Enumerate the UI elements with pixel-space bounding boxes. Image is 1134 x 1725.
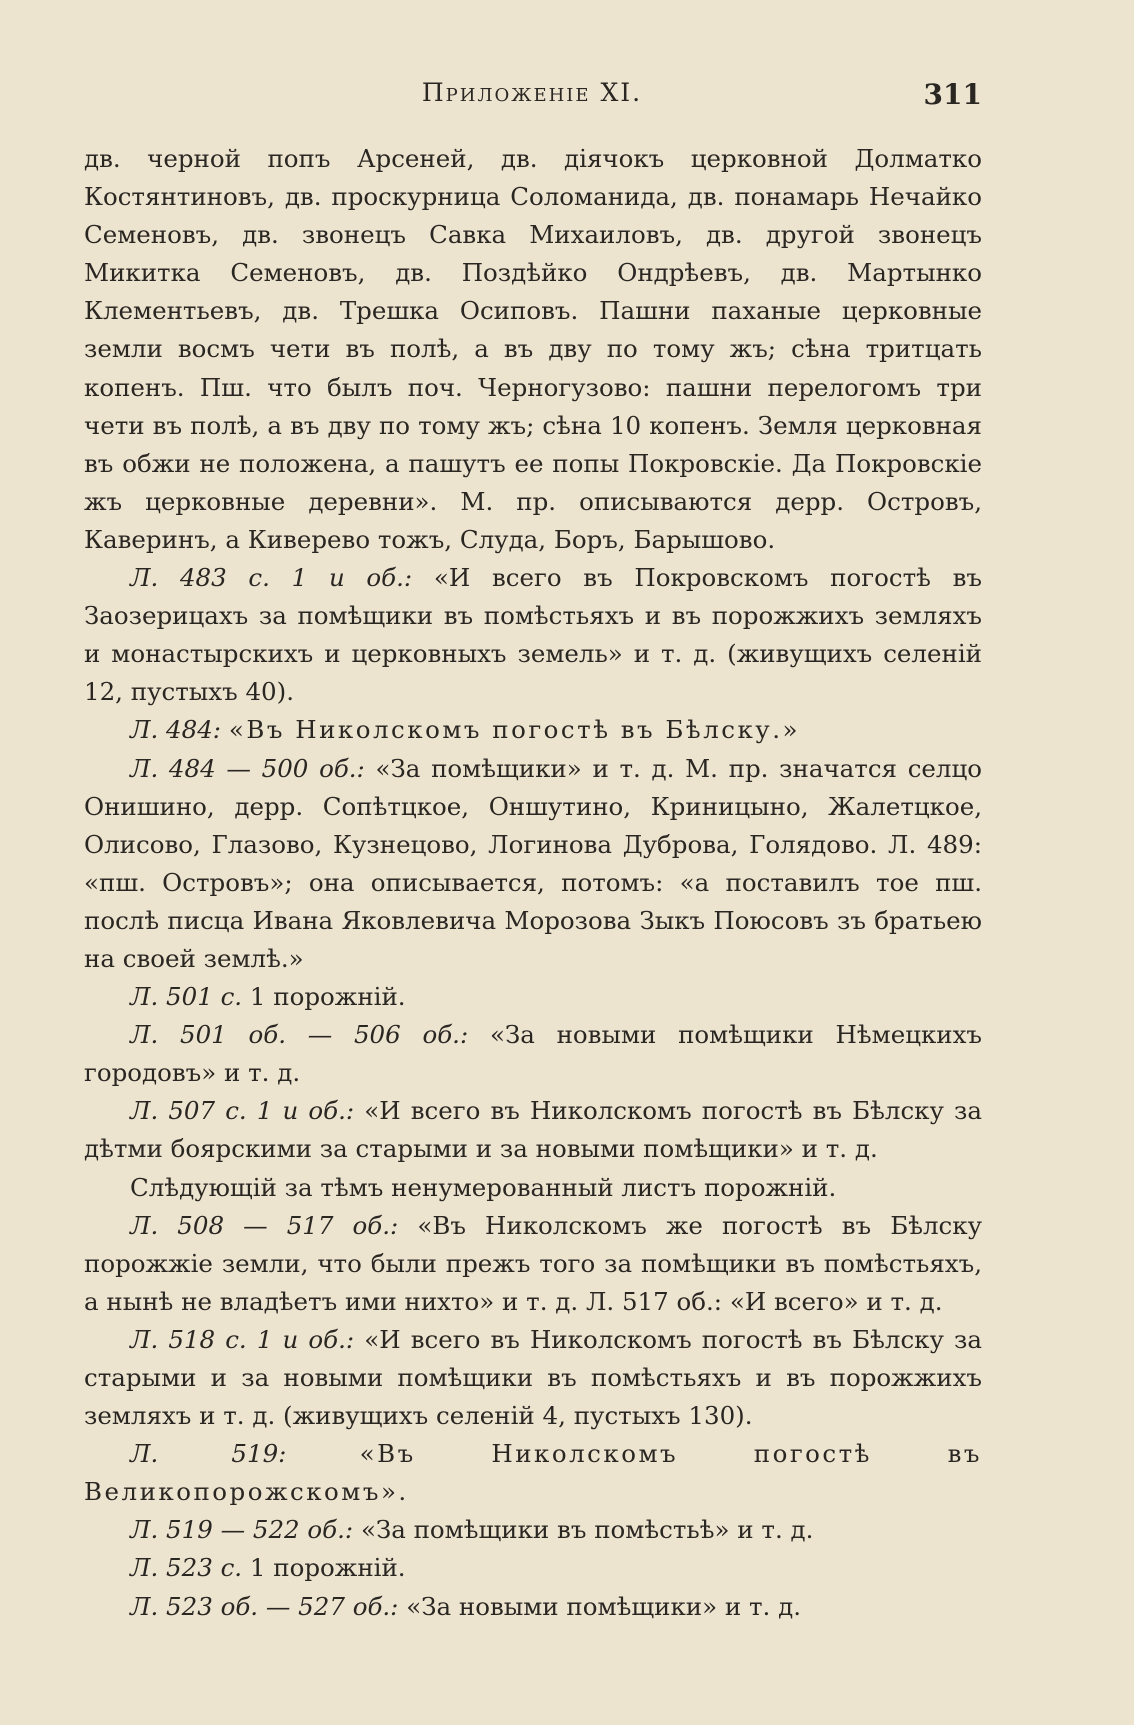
paragraph (84, 1549, 982, 1587)
paragraph-text: Слѣдующій за тѣмъ ненумерованный листъ порожній. (130, 1172, 837, 1202)
paragraph-text: «И всего въ Николскомъ погостѣ въ Бѣлску за старыми и за новыми помѣщики въ помѣстьяхъ и въ порожжихъ земляхъ и т. д. (живущихъ селеній 4, пустыхъ 130). (84, 1324, 982, 1431)
page-number: 311 (923, 78, 982, 111)
paragraph (84, 559, 982, 711)
folio-reference: Л. 519: (130, 1439, 287, 1469)
paragraph-text: «За новыми помѣщики» и т. д. (406, 1591, 801, 1621)
paragraph-text: «И всего въ Покровскомъ погостѣ въ Заозерицахъ за помѣщики въ помѣстьяхъ и въ порожжихъ земляхъ и монастырскихъ и церковныхъ земель» и т. д. (живущихъ селеній 12, пустыхъ 40). (84, 563, 982, 707)
folio-reference: Л. 508 — 517 об.: (130, 1210, 399, 1240)
paragraph (84, 750, 982, 979)
folio-reference: Л. 501 об. — 506 об.: (130, 1020, 469, 1050)
folio-reference: Л. 518 с. 1 и об.: (130, 1324, 355, 1354)
folio-reference: Л. 484: (130, 715, 222, 745)
folio-reference: Л. 484 — 500 об.: (130, 753, 365, 783)
folio-reference: Л. 523 об. — 527 об.: (130, 1591, 399, 1621)
folio-reference: Л. 523 с. (130, 1553, 243, 1583)
paragraph-text: «И всего въ Николскомъ погостѣ въ Бѣлску за дѣтми боярскими за старыми и за новыми помѣщики» и т. д. (84, 1096, 982, 1164)
paragraph (84, 978, 982, 1016)
page-body (84, 140, 982, 1626)
paragraph-continuation (84, 140, 982, 559)
paragraph (84, 1588, 982, 1626)
folio-reference: Л. 519 — 522 об.: (130, 1515, 354, 1545)
paragraph-text: «Въ Николскомъ погостѣ въ Великопорожскомъ». (84, 1439, 983, 1507)
paragraph (84, 1321, 982, 1435)
paragraph-text: 1 порожній. (249, 982, 406, 1012)
running-head (82, 78, 982, 118)
paragraph-text: «За помѣщики въ помѣстьѣ» и т. д. (360, 1515, 814, 1545)
paragraph (84, 1207, 982, 1321)
paragraph (84, 711, 982, 749)
paragraph (84, 1092, 982, 1168)
paragraph-text: «Въ Николскомъ погостѣ въ Бѣлску.» (228, 715, 800, 745)
paragraph (84, 1016, 982, 1092)
paragraph (84, 1169, 982, 1207)
paragraph-text: дв. черной попъ Арсеней, дв. діячокъ церковной Долматко Костянтиновъ, дв. проскурница Соломанида, дв. понамарь Нечайко Семеновъ, дв. звонецъ Савка Михаиловъ, дв. другой звонецъ Микитка Семеновъ, дв. Поздѣйко Ондрѣевъ, дв. Мартынко Клементьевъ, дв. Трешка Осиповъ. Пашни паханые церковные земли восмъ чети въ полѣ, а въ дву по тому жъ; сѣна тритцать копенъ. Пш. что былъ поч. Черногузово: пашни перелогомъ три чети въ полѣ, а въ дву по тому жъ; сѣна 10 копенъ. Земля церковная въ обжи не положена, а пашутъ ее попы Покровскіе. Да Покровскіе жъ церковные деревни». М. пр. описываются дерр. Островъ, Каверинъ, а Киверево тожъ, Слуда, Боръ, Барышово. (84, 144, 982, 554)
paragraph-text: «За новыми помѣщики Нѣмецкихъ городовъ» и т. д. (84, 1020, 982, 1088)
paragraph (84, 1435, 982, 1511)
paragraph-text: «За помѣщики» и т. д. М. пр. значатся селцо Онишино, дерр. Сопѣтцкое, Оншутино, Криницыно, Жалетцкое, Олисово, Глазово, Кузнецово, Логинова Дуброва, Голядово. Л. 489: «пш. Островъ»; она описывается, потомъ: «а поставилъ тое пш. послѣ писца Ивана Яковлевича Морозова Зыкъ Поюсовъ зъ братьею на своей землѣ.» (84, 753, 983, 973)
running-title: Приложеніе XI. (421, 78, 643, 107)
folio-reference: Л. 501 с. (130, 982, 243, 1012)
paragraph (84, 1511, 982, 1549)
paragraph-text: «Въ Николскомъ же погостѣ въ Бѣлску порожжіе земли, что были прежъ того за помѣщики въ помѣстьяхъ, а нынѣ не владѣетъ ими нихто» и т. д. Л. 517 об.: «И всего» и т. д. (84, 1210, 982, 1316)
folio-reference: Л. 483 с. 1 и об.: (130, 563, 413, 593)
paragraph-text: 1 порожній. (249, 1553, 406, 1583)
folio-reference: Л. 507 с. 1 и об.: (130, 1096, 355, 1126)
